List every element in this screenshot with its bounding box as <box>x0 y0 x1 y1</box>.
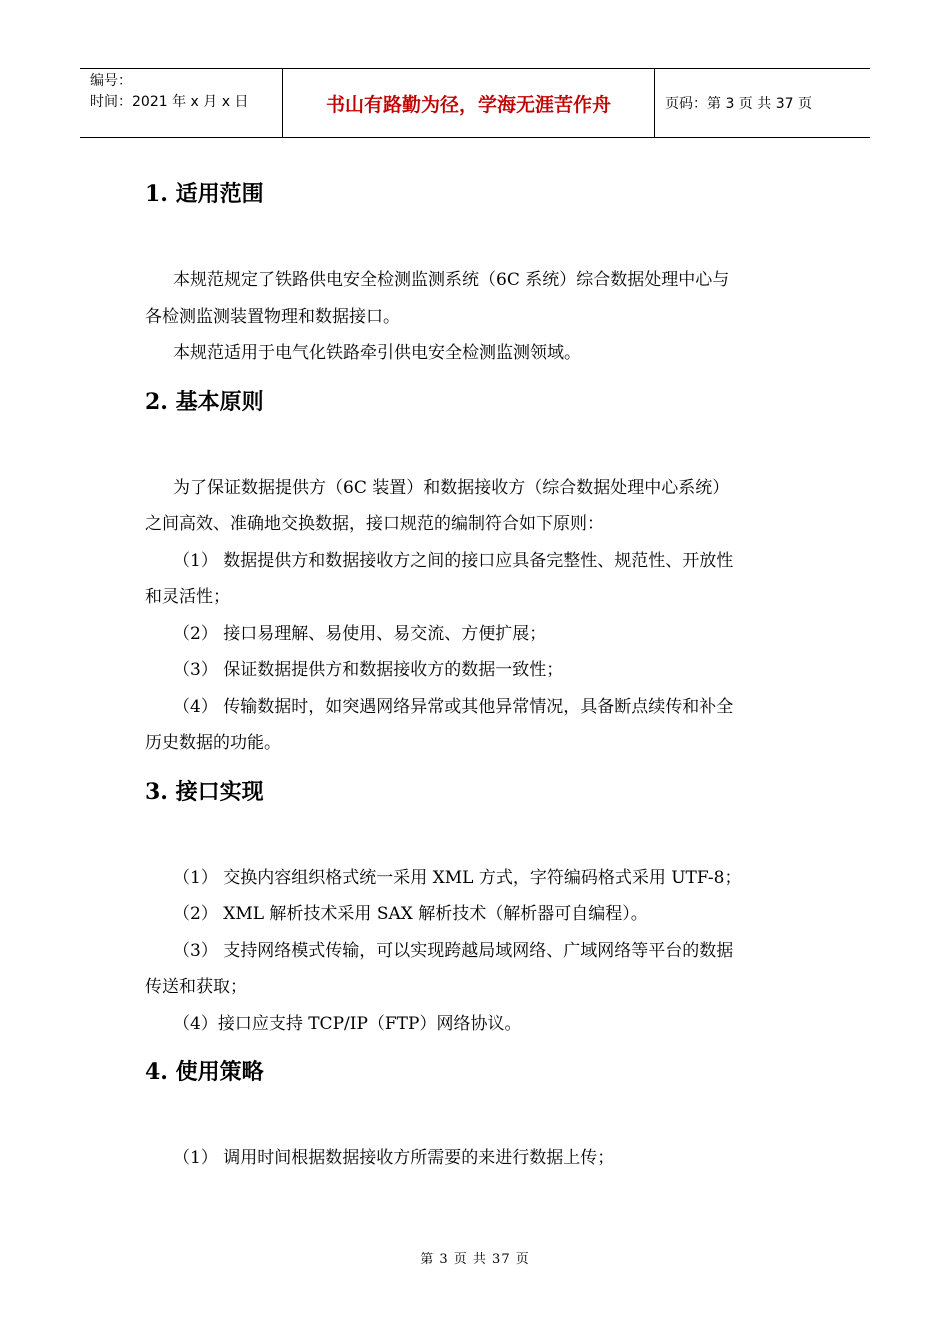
list-item: （1） 数据提供方和数据接收方之间的接口应具备完整性、规范性、开放性 <box>173 550 734 571</box>
paragraph: 之间高效、准确地交换数据，接口规范的编制符合如下原则： <box>145 514 604 534</box>
header-motto: 书山有路勤为径，学海无涯苦作舟 <box>282 69 655 137</box>
list-item-continued: 历史数据的功能。 <box>145 733 281 753</box>
page-footer: 第 3 页 共 37 页 <box>420 1252 530 1267</box>
list-item: （1） 交换内容组织格式统一采用 XML 方式，字符编码格式采用 UTF-8； <box>173 867 742 888</box>
paragraph: 本规范规定了铁路供电安全检测监测系统（6C 系统）综合数据处理中心与 <box>173 270 730 290</box>
list-item: （3） 支持网络模式传输，可以实现跨越局域网络、广域网络等平台的数据 <box>173 940 734 961</box>
list-item: （1） 调用时间根据数据接收方所需要的来进行数据上传； <box>173 1148 615 1168</box>
list-item: （2） 接口易理解、易使用、易交流、方便扩展； <box>173 623 547 644</box>
list-item: （4） 传输数据时，如突遇网络异常或其他异常情况，具备断点续传和补全 <box>173 696 734 717</box>
section-title: 4. 使用策略 <box>145 1059 264 1085</box>
document-body <box>145 172 810 1177</box>
time-label: 时间：2021 年 x 月 x 日 <box>90 94 249 110</box>
paragraph: 本规范适用于电气化铁路牵引供电安全检测监测领域。 <box>173 343 581 363</box>
list-item: （3） 保证数据提供方和数据接收方的数据一致性； <box>173 660 564 680</box>
header-meta <box>80 69 282 137</box>
list-item: （4）接口应支持 TCP/IP（FTP）网络协议。 <box>173 1013 522 1034</box>
list-item-continued: 传送和获取； <box>145 977 247 997</box>
paragraph: 各检测监测装置物理和数据接口。 <box>145 306 400 327</box>
section-title: 1. 适用范围 <box>145 181 264 207</box>
number-label: 编号： <box>90 73 132 89</box>
list-item-continued: 和灵活性； <box>145 587 230 607</box>
list-item: （2） XML 解析技术采用 SAX 解析技术（解析器可自编程）。 <box>173 904 648 924</box>
section-title: 3. 接口实现 <box>145 778 264 805</box>
header-table <box>80 68 870 138</box>
header-page-info: 页码：第 3 页 共 37 页 <box>665 96 812 112</box>
section-title: 2. 基本原则 <box>145 388 264 415</box>
paragraph: 为了保证数据提供方（6C 装置）和数据接收方（综合数据处理中心系统） <box>173 477 730 498</box>
